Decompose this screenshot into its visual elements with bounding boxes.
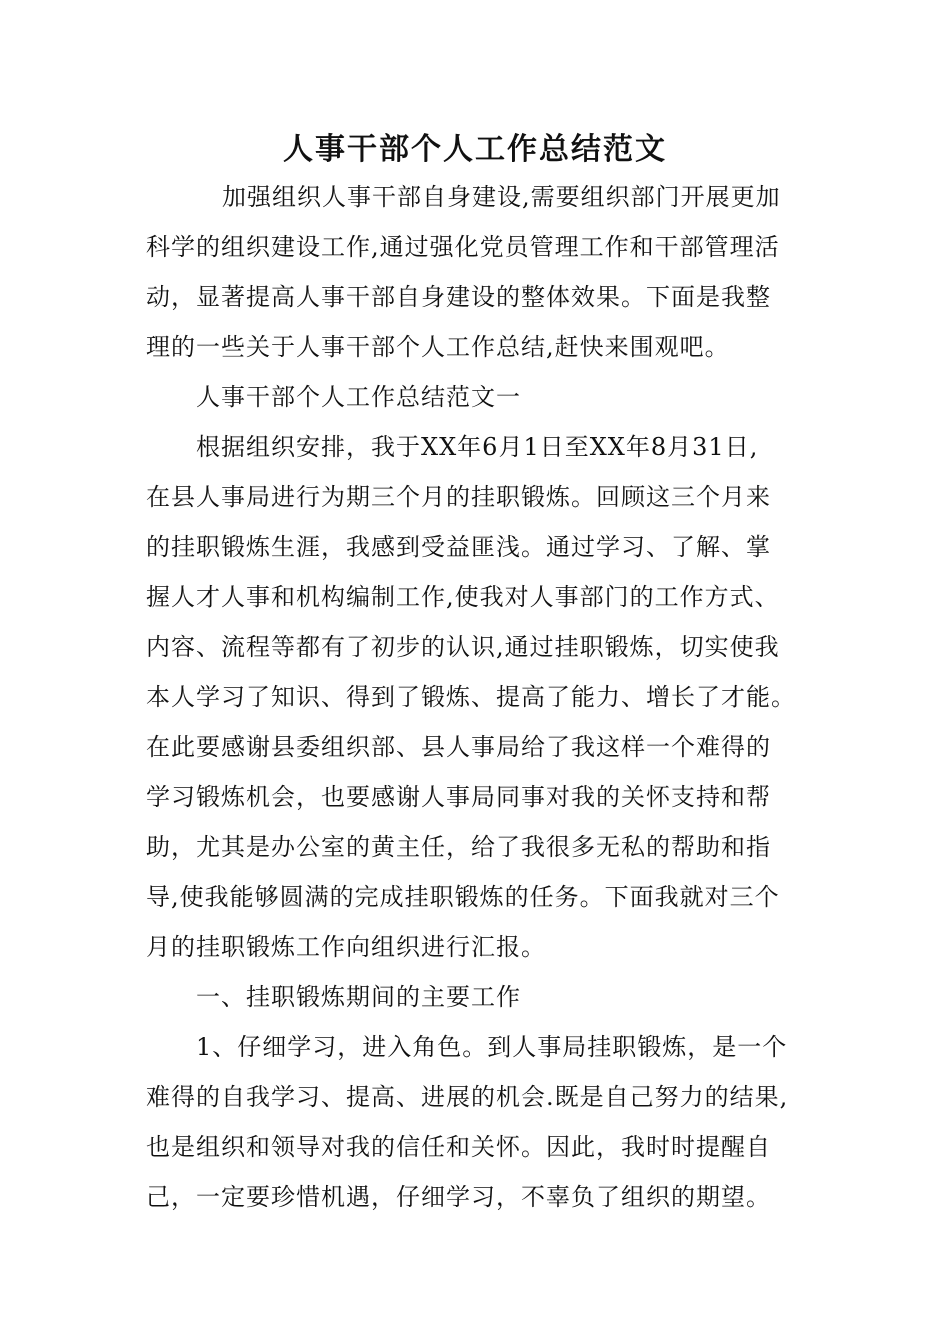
paragraph-line: 加强组织人事干部自身建设,需要组织部门开展更加: [222, 183, 781, 211]
paragraph-line: 助，尤其是办公室的黄主任，给了我很多无私的帮助和指: [146, 833, 771, 861]
paragraph-line: 学习锻炼机会，也要感谢人事局同事对我的关怀支持和帮: [146, 783, 771, 811]
section-heading: 人事干部个人工作总结范文一: [196, 383, 521, 411]
paragraph-line: 也是组织和领导对我的信任和关怀。因此，我时时提醒自: [146, 1133, 771, 1161]
paragraph-line: 在县人事局进行为期三个月的挂职锻炼。回顾这三个月来: [146, 483, 771, 511]
paragraph-line: 理的一些关于人事干部个人工作总结,赶快来围观吧。: [146, 333, 730, 361]
paragraph-line: 导,使我能够圆满的完成挂职锻炼的任务。下面我就对三个: [146, 883, 780, 911]
document-title: 人事干部个人工作总结范文: [283, 132, 667, 167]
paragraph-line: 难得的自我学习、提高、进展的机会.既是自己努力的结果,: [146, 1083, 789, 1111]
paragraph-line: 1、仔细学习，进入角色。到人事局挂职锻炼，是一个: [196, 1033, 788, 1061]
paragraph-line: 内容、流程等都有了初步的认识,通过挂职锻炼，切实使我: [146, 633, 780, 661]
paragraph-line: 在此要感谢县委组织部、县人事局给了我这样一个难得的: [146, 733, 771, 761]
paragraph-line: 本人学习了知识、得到了锻炼、提高了能力、增长了才能。: [146, 683, 796, 711]
paragraph-line: 握人才人事和机构编制工作,使我对人事部门的工作方式、: [146, 583, 780, 611]
paragraph-line: 科学的组织建设工作,通过强化党员管理工作和干部管理活: [146, 233, 780, 261]
paragraph-line: 根据组织安排，我于XX年6月1日至XX年8月31日,: [196, 433, 759, 461]
paragraph-line: 月的挂职锻炼工作向组织进行汇报。: [146, 933, 546, 961]
section-heading: 一、挂职锻炼期间的主要工作: [196, 983, 521, 1011]
paragraph-line: 己，一定要珍惜机遇，仔细学习，不辜负了组织的期望。: [146, 1183, 771, 1211]
paragraph-line: 动，显著提高人事干部自身建设的整体效果。下面是我整: [146, 283, 771, 311]
paragraph-line: 的挂职锻炼生涯，我感到受益匪浅。通过学习、了解、掌: [146, 533, 771, 561]
